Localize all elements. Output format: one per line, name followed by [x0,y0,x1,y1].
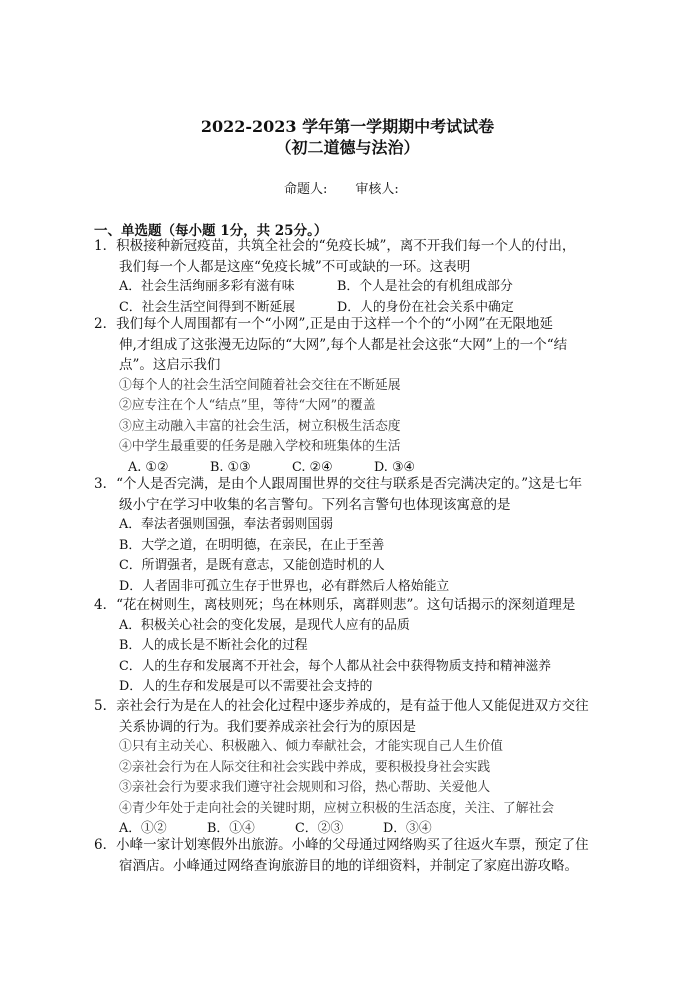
option-c: C．人的生存和发展离不开社会，每个人都从社会中获得物质支持和精神滋养 [119,658,552,674]
statement: ①每个人的社会生活空间随着社会交往在不断延展 [119,377,401,393]
section-title: 一、单选题（每小题 1分，共 25分。） [94,223,328,239]
option-c: C. ②④ [292,459,333,475]
reviewer-label: 审核人: [355,182,399,197]
option-a: A．奉法者强则国强，奉法者弱则国弱 [119,517,333,532]
question-text: 3．“个人是否完满，是由个人跟周围世界的交往与联系是否完满决定的。”这是七年 [94,476,583,492]
option-b: B. ①③ [210,459,251,475]
question-text: 宿酒店。小峰通过网络查询旅游目的地的详细资料，并制定了家庭出游攻略。 [119,857,578,874]
question-text: 点”。这启示我们 [119,357,221,373]
question-text: 2．我们每个人周围都有一个“小网”,正是由于这样一个个的“小网”在无限地延 [94,316,553,332]
statement: ④青少年处于走向社会的关键时期，应树立积极的生活态度，关注、了解社会 [119,800,555,816]
statement: ③亲社会行为要求我们遵守社会规则和习俗，热心帮助、关爱他人 [119,780,491,795]
option-d: D．人的生存和发展是可以不需要社会支持的 [119,679,373,694]
question-text: 我们每一个人都是这座“免疫长城”不可或缺的一环。这表明 [119,258,471,275]
statement: ②应专注在个人“结点”里，等待“大网”的覆盖 [119,398,376,413]
question-text: 1．积极接种新冠疫苗，共筑全社会的“免疫长城”，离不开我们每一个人的付出， [94,238,576,254]
option-b: B．大学之道，在明明德，在亲民，在止于至善 [119,537,385,553]
option-b: B．人的成长是不断社会化的过程 [119,638,308,653]
statement: ③应主动融入丰富的社会生活，树立积极生活态度 [119,418,401,434]
option-d: D. ③④ [374,459,415,475]
option-c: C．社会生活空间得到不断延展 [119,299,296,315]
question-text: 4．“花在树则生，离枝则死；鸟在林则乐，离群则悲”。这句话揭示的深刻道理是 [94,597,576,613]
option-b: B．①④ [207,821,255,836]
question-text: 级小宁在学习中收集的名言警句。下列名言警句也体现该寓意的是 [119,496,511,513]
option-b: B．个人是社会的有机组成部分 [337,279,513,294]
option-c: C．所谓强者，是既有意志，又能创造时机的人 [119,558,385,573]
question-4 [94,595,614,698]
exam-subtitle: （初二道德与法治） [275,138,420,157]
option-a: A．①② [119,821,167,836]
question-text: 伸,才组成了这张漫无边际的“大网”,每个人都是社会这张“大网”上的一个“结 [119,336,568,353]
question-text: 5．亲社会行为是在人的社会化过程中逐步养成的，是有益于他人又能促进双方交往 [94,698,589,714]
exam-title: 2022-2023 学年第一学期期中考试试卷 [200,117,495,136]
option-a: A. ①② [128,459,169,475]
option-a: A．社会生活绚丽多彩有滋有味 [119,279,295,294]
proposer-label: 命题人: [284,182,328,197]
statement: ①只有主动关心、积极融入、倾力奉献社会，才能实现自己人生价值 [119,739,503,754]
authors-line [284,178,427,197]
option-d: D．③④ [383,821,432,836]
option-row [94,277,614,298]
question-text: 6．小峰一家计划寒假外出旅游。小峰的父母通过网络购买了往返火车票，预定了住 [94,837,589,853]
question-1 [94,236,614,318]
question-5 [94,696,614,840]
statement: ④中学生最重要的任务是融入学校和班集体的生活 [119,439,401,454]
question-6 [94,835,614,876]
option-c: C．②③ [295,821,344,836]
question-text: 关系协调的行为。我们要养成亲社会行为的原因是 [119,718,416,735]
option-d: D．人者固非可孤立生存于世界也，必有群然后人格始能立 [119,578,450,594]
question-3 [94,474,614,597]
option-a: A．积极关心社会的变化发展，是现代人应有的品质 [119,617,410,633]
option-d: D．人的身份在社会关系中确定 [337,299,514,315]
statement: ②亲社会行为在人际交往和社会实践中养成，要积极投身社会实践 [119,759,491,775]
question-2 [94,314,614,478]
